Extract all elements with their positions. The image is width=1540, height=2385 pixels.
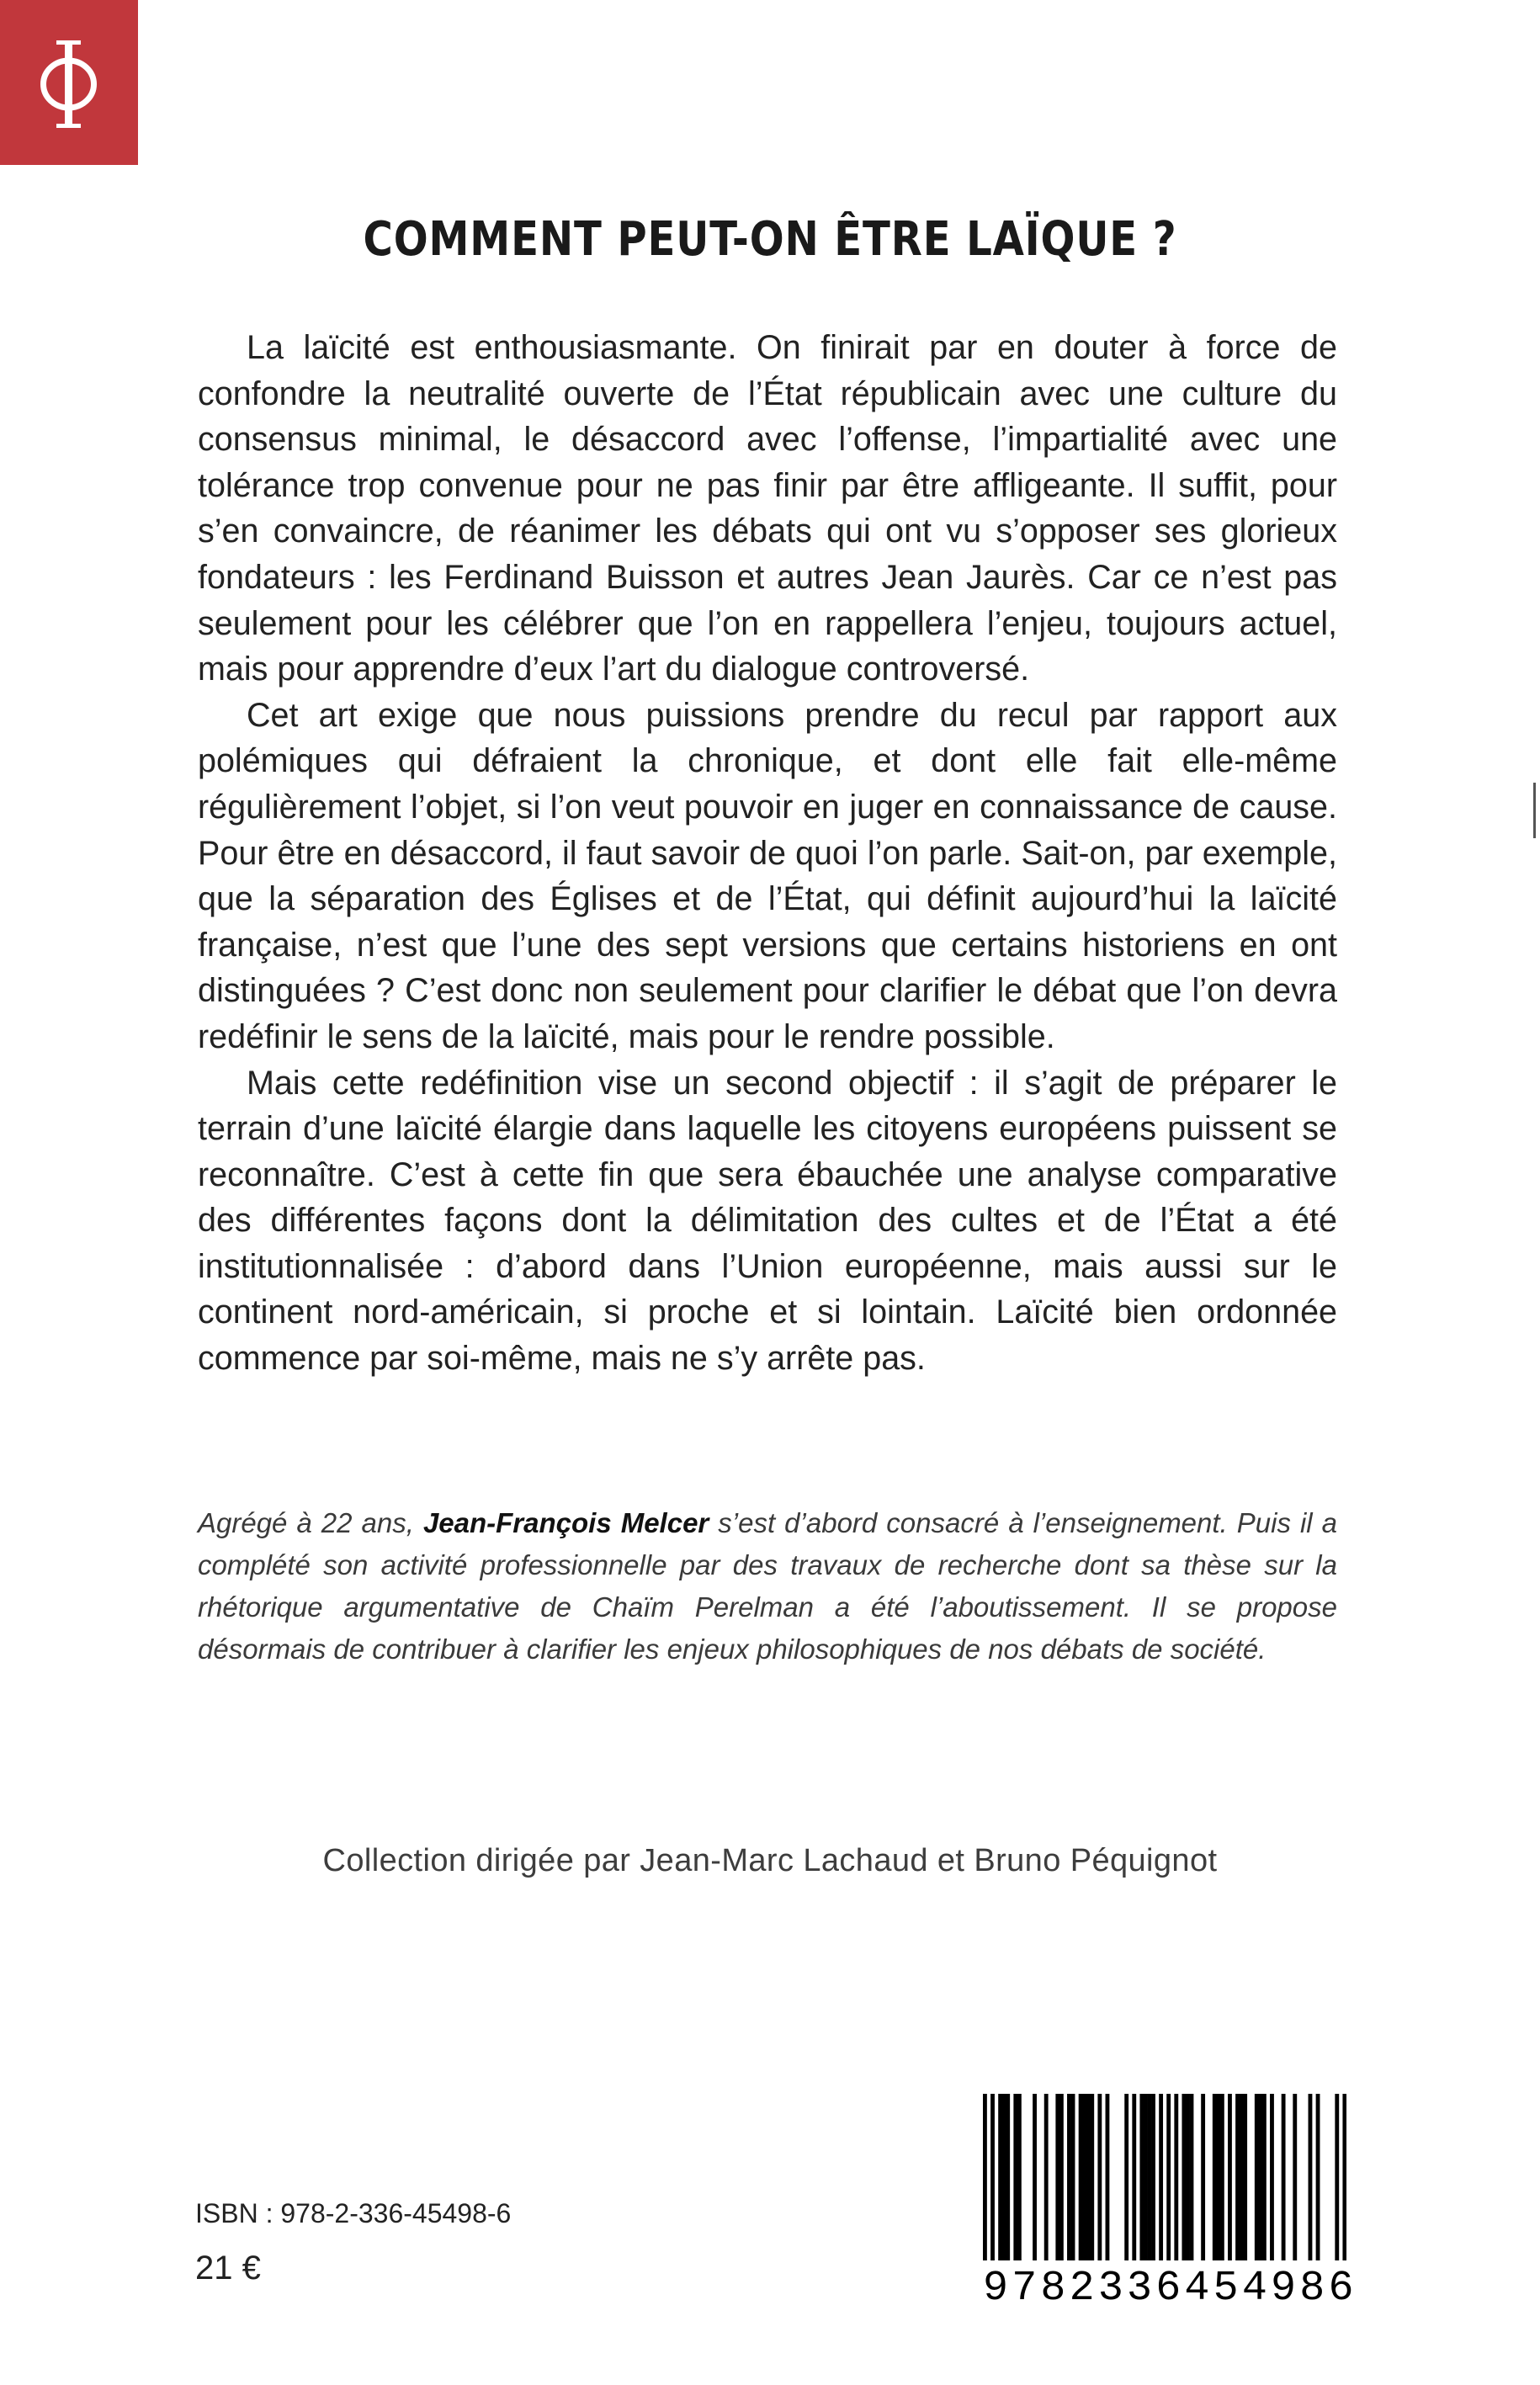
barcode-bar [1013, 2094, 1017, 2260]
barcode-bar [1228, 2094, 1232, 2260]
barcode-bar [1132, 2094, 1136, 2260]
barcode-bar [1148, 2094, 1152, 2260]
barcode-bar [1235, 2094, 1240, 2260]
barcode-bar [1342, 2094, 1346, 2260]
barcode-bar [1071, 2094, 1075, 2260]
book-title: COMMENT PEUT-ON ÊTRE LAÏQUE ? [363, 212, 1177, 267]
barcode-bar [1201, 2094, 1205, 2260]
barcode-bar [1216, 2094, 1220, 2260]
barcode-bar [1079, 2094, 1083, 2260]
barcode-bar [1262, 2094, 1267, 2260]
barcode-bar [1309, 2094, 1313, 2260]
barcode-bar [1124, 2094, 1128, 2260]
barcode-bar [1282, 2094, 1286, 2260]
publisher-logo [0, 0, 138, 165]
barcode-bar [1059, 2094, 1064, 2260]
isbn: ISBN : 978-2-336-45498-6 [195, 2198, 512, 2228]
barcode-bar [1090, 2094, 1094, 2260]
barcode-bar [1270, 2094, 1274, 2260]
barcode-bar [1258, 2094, 1262, 2260]
paragraph-3: Mais cette redéfinition vise un second objectif : il s’agit de préparer le terrain d’une laïcité élargie dans laquelle les citoyens européens puissent se reconnaître. C’est à cette fin que sera ébauchée une analyse comparative des différentes façons dont la délimitation des cultes et de l’État a été institutionnalisée : d’abord dans l’Union européenne, mais aussi sur le continent nord-américain, si proche et si lointain. Laïcité bien ordonnée commence par soi-même, mais ne s’y arrête pas. [198, 1064, 1337, 1378]
barcode-bar [1006, 2094, 1010, 2260]
barcode-bar [1159, 2094, 1163, 2260]
bio-intro: Agrégé à 22 ans, [198, 1507, 423, 1538]
barcode-bar [1255, 2094, 1259, 2260]
barcode-bar [1106, 2094, 1110, 2260]
barcode-bar [1293, 2094, 1297, 2260]
barcode-bar [1144, 2094, 1148, 2260]
paragraph-1: La laïcité est enthousiasmante. On finirait par en douter à force de confondre la neutralité ouverte de l’État républicain avec une culture du consensus minimal, le désaccord avec l’offense, l’impartialité avec une tolérance trop convenue pour ne pas finir par être affligeante. Il suffit, pour s’en convaincre, de réanimer les débats qui ont vu s’opposer ses glorieux fondateurs : les Ferdinand Buisson et autres Jean Jaurès. Car ce n’est pas seulement pour les célébrer que l’on en rappellera l’enjeu, toujours actuel, mais pour apprendre d’eux l’art du dialogue controversé. [198, 329, 1337, 688]
barcode [983, 2094, 1357, 2321]
back-cover-text [198, 325, 1337, 1382]
barcode-bar [1186, 2094, 1190, 2260]
barcode-bar [1174, 2094, 1178, 2260]
barcode-bar [1335, 2094, 1339, 2260]
barcode-bar [1067, 2094, 1071, 2260]
barcode-bar [1055, 2094, 1059, 2260]
barcode-bar [1166, 2094, 1171, 2260]
barcode-bar [1002, 2094, 1006, 2260]
barcode-bar [1097, 2094, 1102, 2260]
barcode-bar [1190, 2094, 1194, 2260]
barcode-bar [1240, 2094, 1244, 2260]
barcode-bar [1139, 2094, 1144, 2260]
price: 21 € [195, 2250, 261, 2287]
barcode-bar [1213, 2094, 1217, 2260]
collection-credit: Collection dirigée par Jean-Marc Lachaud et Bruno Péquignot [322, 1843, 1218, 1878]
ean13-barcode-icon [983, 2094, 1346, 2262]
edge-mark [1533, 783, 1536, 838]
bio-text: s’est d’abord consacré à l’enseignement. Puis il a complété son activité professionnelle par des travaux de recherche dont sa thèse sur la rhétorique argumentative de Chaïm Perelman a été l’aboutissement. Il se propose désormais de contribuer à clarifier les enjeux philosophiques de nos débats de société. [198, 1507, 1337, 1665]
phi-logo-icon [23, 24, 115, 141]
barcode-digits: 9782336454986 [983, 2265, 1357, 2313]
author-bio [198, 1502, 1337, 1671]
barcode-bar [1220, 2094, 1224, 2260]
paragraph-2: Cet art exige que nous puissions prendre du recul par rapport aux polémiques qui défraient la chronique, et dont elle fait elle-même régulièrement l’objet, si l’on veut pouvoir en juger en connaissance de cause. Pour être en désaccord, il faut savoir de quoi l’on parle. Sait-on, par exemple, que la séparation des Églises et de l’État, qui définit aujourd’hui la laïcité française, n’est que l’une des sept versions que certains historiens en ont distinguées ? C’est donc non seulement pour clarifier le débat que l’on devra redéfinir le sens de la laïcité, mais pour le rendre possible. [198, 696, 1337, 1055]
barcode-bar [1017, 2094, 1022, 2260]
author-name: Jean-François Melcer [422, 1507, 709, 1538]
barcode-bar [983, 2094, 987, 2260]
barcode-bar [1182, 2094, 1186, 2260]
barcode-bar [990, 2094, 995, 2260]
barcode-bar [1086, 2094, 1091, 2260]
barcode-bar [1243, 2094, 1247, 2260]
barcode-bar [1316, 2094, 1320, 2260]
barcode-bar [1151, 2094, 1155, 2260]
barcode-bar [1044, 2094, 1049, 2260]
barcode-bar [1082, 2094, 1086, 2260]
barcode-bar [1033, 2094, 1037, 2260]
barcode-bar [998, 2094, 1002, 2260]
